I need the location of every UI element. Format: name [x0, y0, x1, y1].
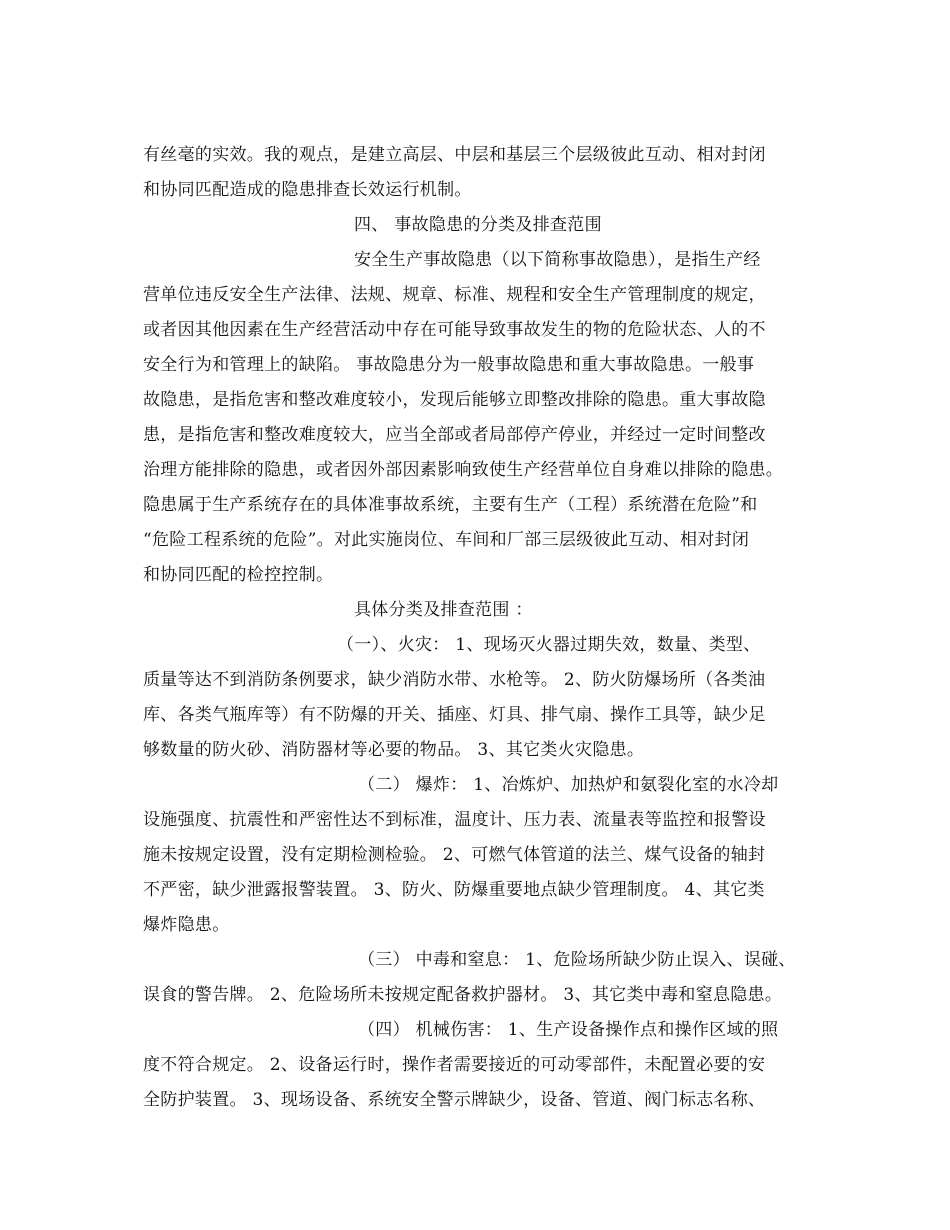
- text-line: 库、各类气瓶库等）有不防爆的开关、插座、灯具、排气扇、操作工具等，缺少足: [143, 705, 766, 725]
- text-line: 误食的警告牌。 2、危险场所未按规定配备救护器材。 3、其它类中毒和窒息隐患。: [143, 985, 783, 1005]
- text-line: 营单位违反安全生产法律、法规、规章、标准、规程和安全生产管理制度的规定，: [143, 285, 766, 305]
- text-line: （二） 爆炸： 1、冶炼炉、加热炉和氨裂化室的水冷却: [358, 775, 779, 795]
- text-line: 和协同匹配的检控控制。: [143, 565, 334, 585]
- text-line: 施未按规定设置，没有定期检测检验。 2、可燃气体管道的法兰、煤气设备的轴封: [143, 845, 766, 865]
- text-line: 或者因其他因素在生产经营活动中存在可能导致事故发生的物的危险状态、人的不: [143, 320, 766, 340]
- section-heading: 四、 事故隐患的分类及排查范围: [354, 215, 602, 235]
- text-line: 隐患属于生产系统存在的具体准事故系统，主要有生产（工程）系统潜在危险”和: [143, 495, 758, 515]
- text-line: 故隐患，是指危害和整改难度较小，发现后能够立即整改排除的隐患。重大事故隐: [143, 390, 766, 410]
- text-line: 度不符合规定。 2、设备运行时，操作者需要接近的可动零部件，未配置必要的安: [143, 1055, 766, 1075]
- text-line: 够数量的防火砂、消防器材等必要的物品。 3、其它类火灾隐患。: [143, 740, 645, 760]
- text-line: 不严密，缺少泄露报警装置。 3、防火、防爆重要地点缺少管理制度。 4、其它类: [143, 880, 765, 900]
- text-line: 设施强度、抗震性和严密性达不到标准，温度计、压力表、流量表等监控和报警设: [143, 810, 766, 830]
- text-line: 全防护装置。 3、现场设备、系统安全警示牌缺少，设备、管道、阀门标志名称、: [143, 1090, 766, 1110]
- text-line: 爆炸隐患。: [143, 915, 230, 935]
- text-line: 安全行为和管理上的缺陷。 事故隐患分为一般事故隐患和重大事故隐患。一般事: [143, 355, 755, 375]
- text-line: 治理方能排除的隐患，或者因外部因素影响致使生产经营单位自身难以排除的隐患。: [143, 460, 784, 480]
- text-line: 患，是指危害和整改难度较大，应当全部或者局部停产停业，并经过一定时间整改: [143, 425, 766, 445]
- text-line: 安全生产事故隐患（以下简称事故隐患），是指生产经: [354, 250, 761, 270]
- text-line: “危险工程系统的危险”。对此实施岗位、车间和厂部三层级彼此互动、相对封闭: [143, 530, 750, 550]
- text-line: 质量等达不到消防条例要求，缺少消防水带、水枪等。 2、防火防爆场所（各类油: [143, 670, 766, 690]
- text-line: 有丝毫的实效。我的观点，是建立高层、中层和基层三个层级彼此互动、相对封闭: [143, 145, 766, 165]
- text-line: 和协同匹配造成的隐患排查长效运行机制。: [143, 180, 472, 200]
- text-line: （三） 中毒和窒息： 1、危险场所缺少防止误入、误碰、: [358, 950, 796, 970]
- subsection-heading: 具体分类及排查范围 ：: [354, 600, 533, 620]
- text-line: （四） 机械伤害： 1、生产设备操作点和操作区域的照: [358, 1020, 779, 1040]
- text-line: （一）、火灾： 1、现场灭火器过期失效，数量、类型、: [337, 635, 761, 655]
